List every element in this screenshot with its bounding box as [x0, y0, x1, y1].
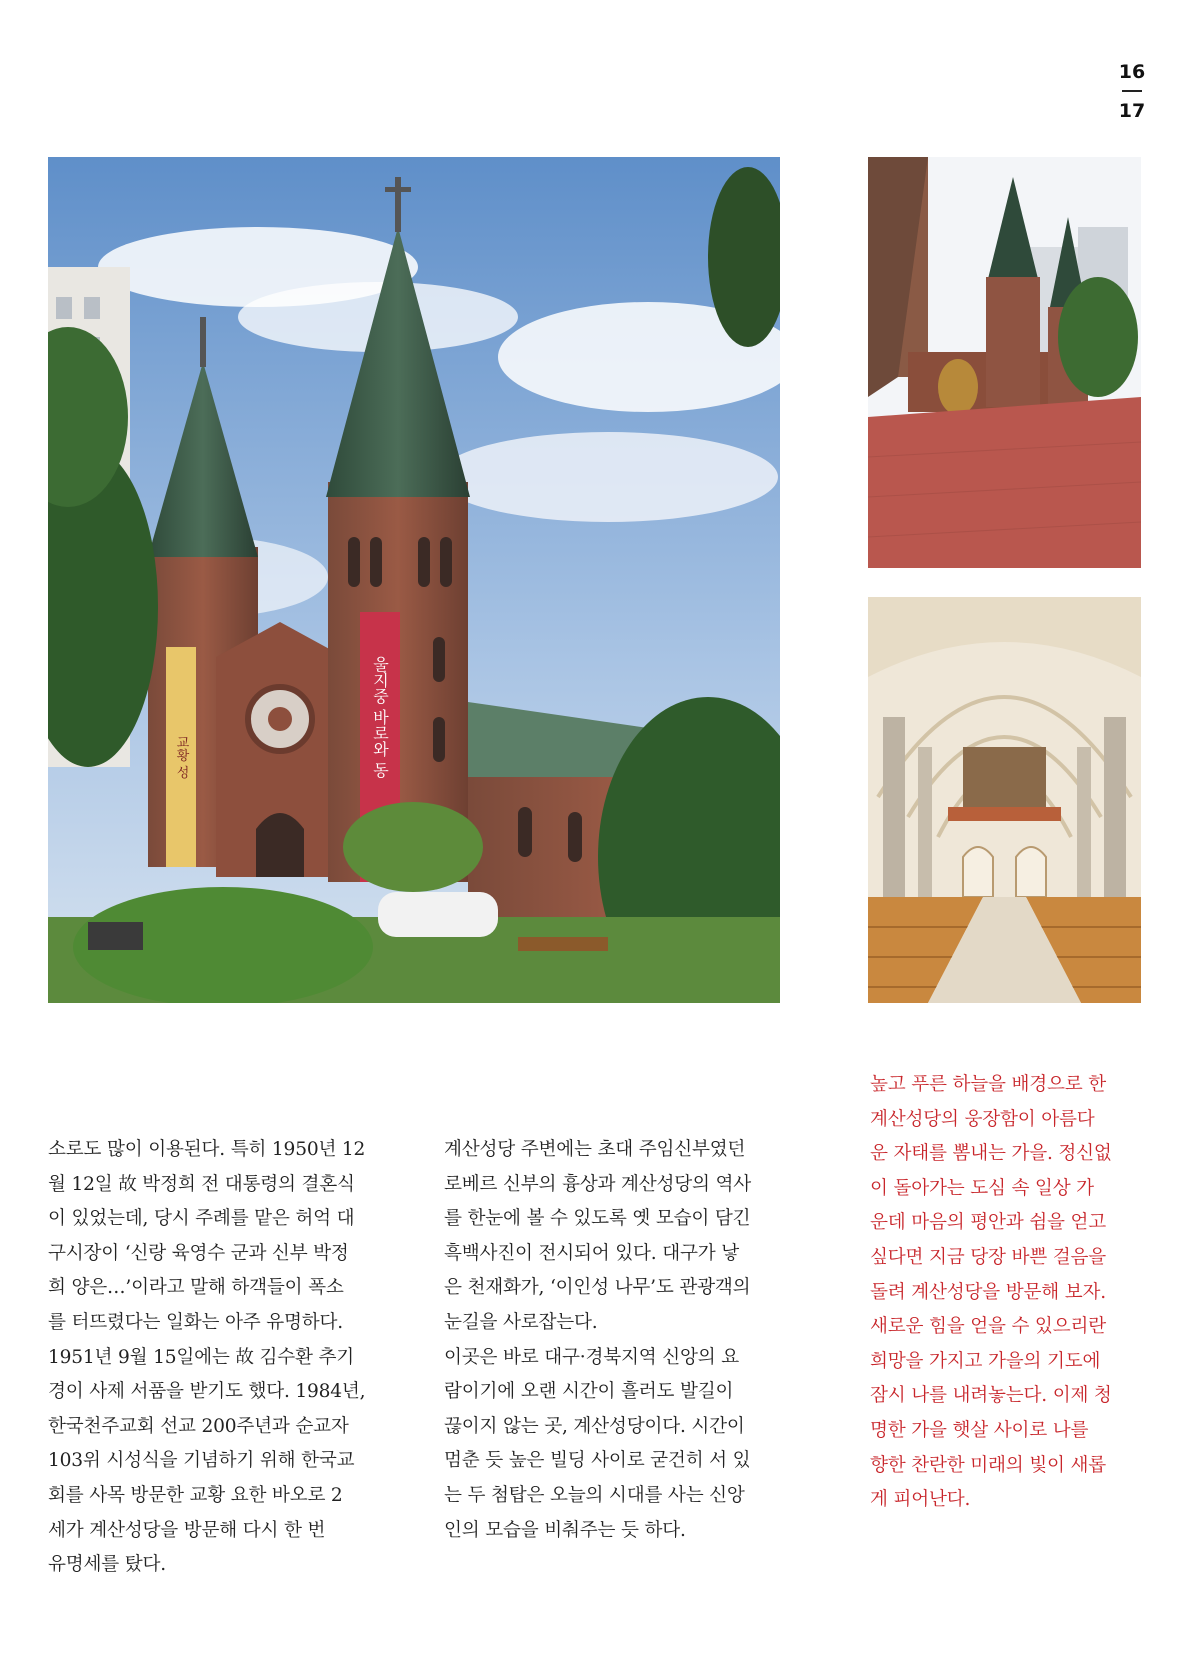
column-3-line: 운 자태를 뽐내는 가을. 정신없 [870, 1143, 1112, 1165]
side-top-photo [868, 157, 1141, 568]
column-2-line: 를 한눈에 볼 수 있도록 옛 모습이 담긴 [444, 1208, 751, 1230]
column-3-line: 잠시 나를 내려놓는다. 이제 청 [870, 1385, 1112, 1407]
column-3-line: 희망을 가지고 가을의 기도에 [870, 1350, 1101, 1372]
page-number-divider [1122, 90, 1142, 92]
column-2-line: 인의 모습을 비춰주는 듯 하다. [444, 1519, 686, 1541]
column-1-line: 를 터뜨렸다는 일화는 아주 유명하다. [48, 1311, 343, 1333]
page-number-right: 17 [1118, 100, 1146, 122]
interior-illustration [868, 597, 1141, 1003]
left-banner-text: 교황 성 [173, 735, 189, 779]
column-2-line: 흑백사진이 전시되어 있다. 대구가 낳 [444, 1242, 739, 1264]
column-2-line: 계산성당 주변에는 초대 주임신부였던 [444, 1139, 746, 1160]
column-2-paragraph [444, 1133, 789, 1548]
cathedral-exterior-illustration [48, 157, 780, 1003]
column-3-line: 싶다면 지금 당장 바쁜 걸음을 [870, 1246, 1106, 1268]
column-2-line: 끊이지 않는 곳, 계산성당이다. 시간이 [444, 1415, 745, 1437]
right-banner-text: 울지중 바로와 동 [370, 655, 390, 779]
column-1-line: 세가 계산성당을 방문해 다시 한 번 [48, 1519, 326, 1541]
column-2-line: 람이기에 오랜 시간이 흘러도 발길이 [444, 1381, 734, 1403]
column-1-line: 경이 사제 서품을 받기도 했다. 1984년, [48, 1381, 366, 1403]
column-2-line: 멈춘 듯 높은 빌딩 사이로 굳건히 서 있 [444, 1450, 751, 1472]
column-3-line: 향한 찬란한 미래의 빛이 새롭 [870, 1454, 1106, 1476]
column-2-line: 이곳은 바로 대구·경북지역 신앙의 요 [444, 1346, 739, 1368]
column-3-line: 운데 마음의 평안과 쉼을 얻고 [870, 1212, 1106, 1234]
column-1-line: 유명세를 탔다. [48, 1554, 166, 1576]
column-3-line: 새로운 힘을 얻을 수 있으리란 [870, 1316, 1106, 1338]
column-3-line: 게 피어난다. [870, 1489, 971, 1511]
text-column-2 [444, 1133, 789, 1548]
page-number [1110, 60, 1154, 123]
column-1-line: 103위 시성식을 기념하기 위해 한국교 [48, 1450, 355, 1472]
column-1-line: 소로도 많이 이용된다. 특히 1950년 12 [48, 1139, 366, 1160]
column-2-line: 은 천재화가, ‘이인성 나무’도 관광객의 [444, 1277, 751, 1299]
page-number-left: 16 [1118, 61, 1146, 83]
main-cathedral-photo [48, 157, 780, 1003]
column-2-line: 눈길을 사로잡는다. [444, 1311, 598, 1333]
column-3-paragraph [870, 1068, 1142, 1518]
text-column-3-highlight [870, 1068, 1142, 1518]
column-2-line: 로베르 신부의 흉상과 계산성당의 역사 [444, 1173, 752, 1195]
column-1-line: 1951년 9월 15일에는 故 김수환 추기 [48, 1346, 354, 1368]
text-column-1 [48, 1133, 385, 1583]
side-bottom-photo [868, 597, 1141, 1003]
column-1-line: 월 12일 故 박정희 전 대통령의 결혼식 [48, 1173, 355, 1195]
column-1-line: 구시장이 ‘신랑 육영수 군과 신부 박정 [48, 1242, 349, 1264]
column-1-line: 이 있었는데, 당시 주례를 맡은 허억 대 [48, 1208, 355, 1230]
column-1-line: 회를 사목 방문한 교황 요한 바오로 2 [48, 1484, 343, 1506]
column-3-line: 계산성당의 웅장함이 아름다 [870, 1108, 1095, 1130]
column-1-line: 희 양은…’이라고 말해 하객들이 폭소 [48, 1277, 344, 1299]
column-1-line: 한국천주교회 선교 200주년과 순교자 [48, 1415, 349, 1437]
courtyard-illustration [868, 157, 1141, 568]
column-2-line: 는 두 첨탑은 오늘의 시대를 사는 신앙 [444, 1484, 745, 1506]
column-1-paragraph [48, 1133, 385, 1583]
column-3-line: 명한 가을 햇살 사이로 나를 [870, 1419, 1089, 1441]
column-3-line: 돌려 계산성당을 방문해 보자. [870, 1281, 1106, 1303]
column-3-line: 이 돌아가는 도심 속 일상 가 [870, 1177, 1094, 1199]
column-3-line: 높고 푸른 하늘을 배경으로 한 [870, 1074, 1106, 1095]
